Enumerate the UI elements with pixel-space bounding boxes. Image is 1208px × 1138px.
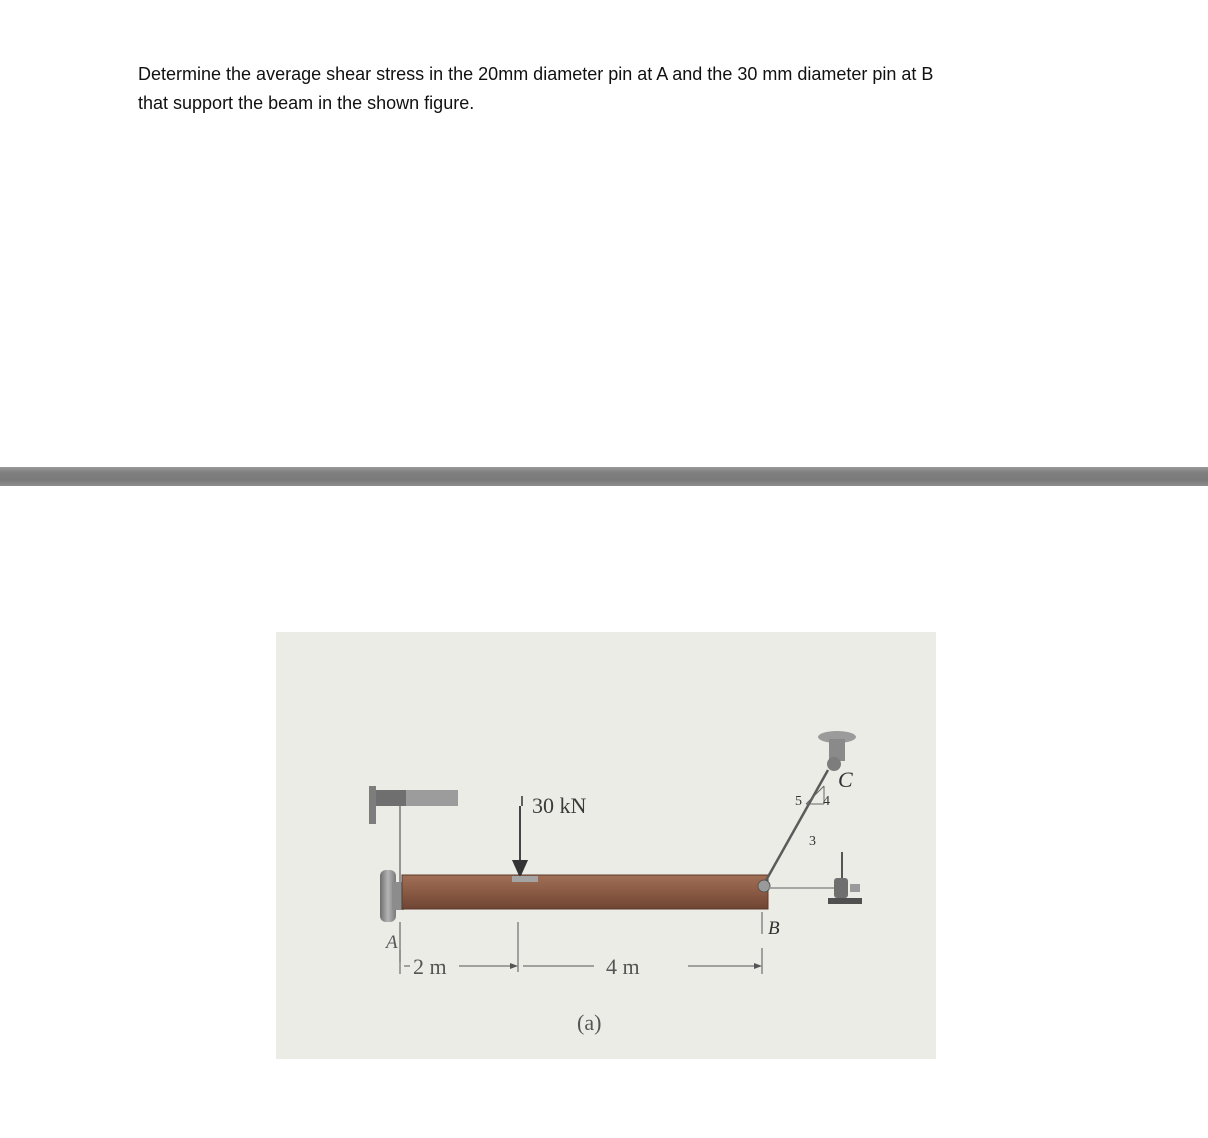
beam [402, 875, 768, 909]
point-a-label: A [386, 932, 398, 953]
load-label: 30 kN [532, 793, 587, 818]
question-text [138, 60, 1078, 118]
dimension-lines [400, 922, 762, 974]
ceiling-support-c [818, 731, 856, 771]
slope-horizontal-label: 3 [809, 834, 816, 849]
slope-triangle [806, 786, 824, 804]
question-line-1: Determine the average shear stress in the 20mm diameter pin at A and the 30 mm diameter pin at B [138, 64, 934, 84]
point-c-label: C [838, 767, 853, 792]
upper-wall-support [369, 786, 458, 882]
slope-hypotenuse-label: 5 [795, 794, 802, 809]
slope-vertical-label: 4 [823, 794, 830, 809]
section-divider [0, 467, 1208, 486]
question-line-2: that support the beam in the shown figure. [138, 93, 475, 113]
point-b-label: B [768, 918, 780, 939]
cable-bc [764, 770, 828, 884]
beam-figure [276, 632, 936, 1059]
beam-diagram [276, 632, 936, 1059]
pin-b [758, 880, 770, 892]
dimension-left-label: 2 m [413, 954, 447, 979]
figure-caption: (a) [577, 1010, 602, 1035]
dimension-right-label: 4 m [606, 954, 640, 979]
right-ground-support [828, 852, 862, 904]
